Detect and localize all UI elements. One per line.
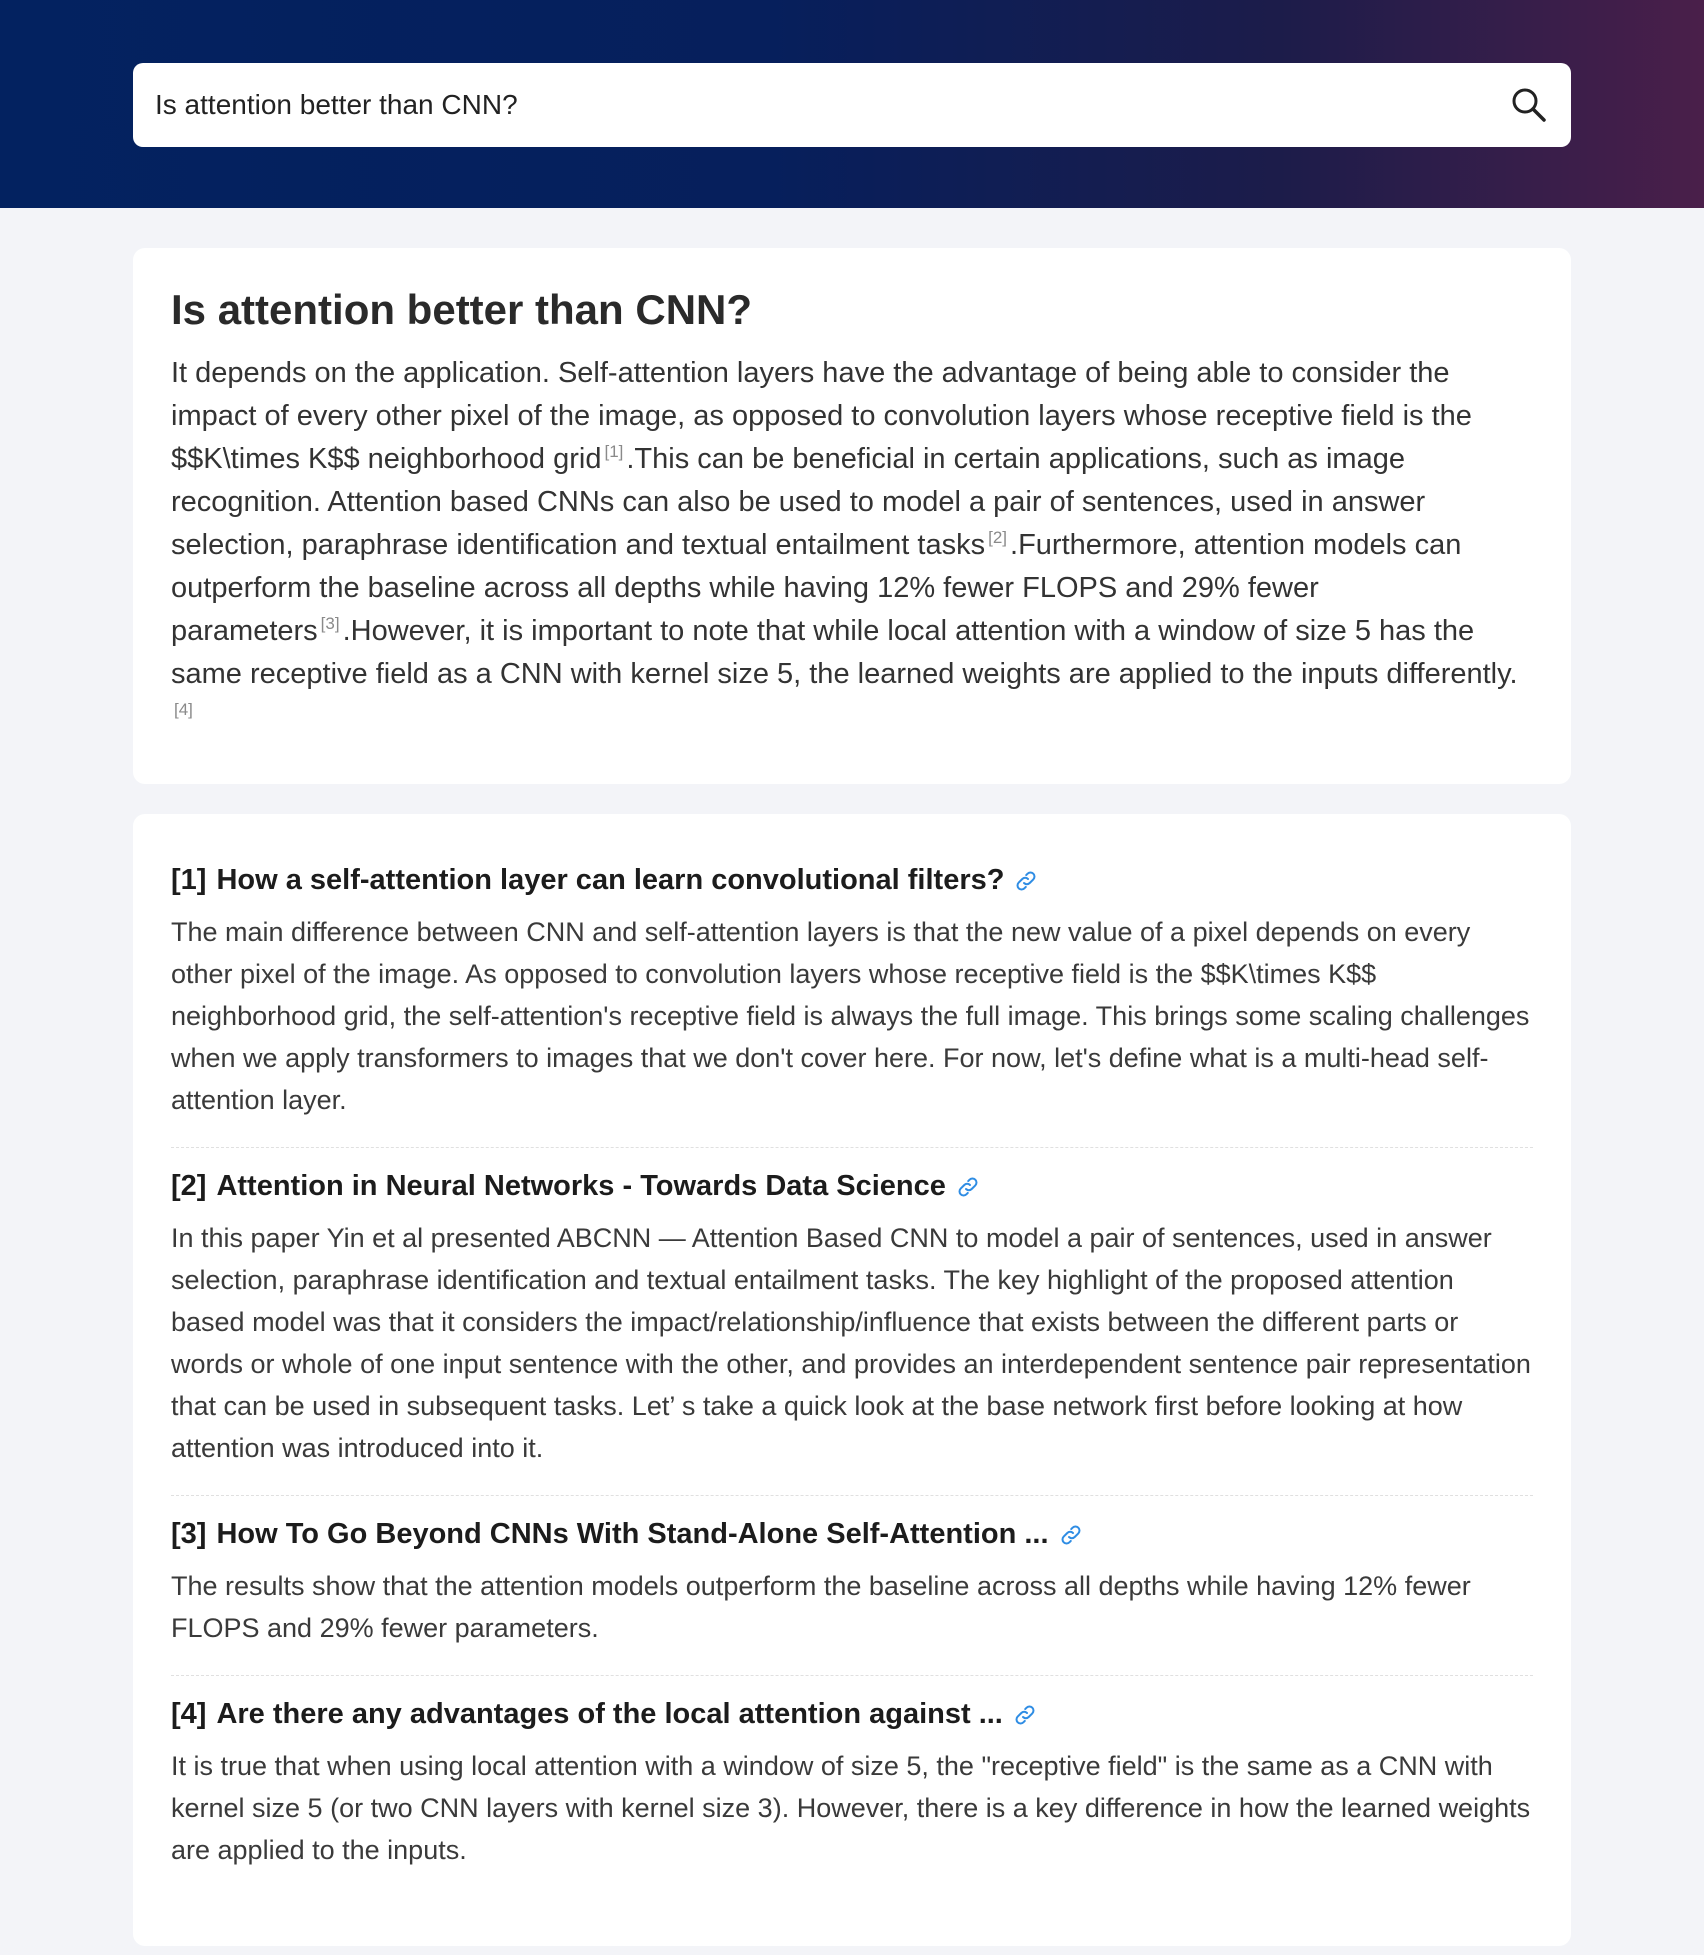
- link-icon[interactable]: [956, 1175, 980, 1199]
- answer-segment: .Furthermore, attention models can outperform the baseline across all depths while having 12% fewer FLOPS and 29% fewer parameters: [171, 529, 1462, 647]
- source-snippet: It is true that when using local attention with a window of size 5, the "receptive field" is the same as a CNN with kernel size 5 (or two CNN layers with kernel size 3). However, there is a key difference in how the learned weights are applied to the inputs.: [171, 1751, 1531, 1865]
- source-title-text: Are there any advantages of the local attention against ...: [216, 1698, 1003, 1730]
- link-icon[interactable]: [1059, 1523, 1083, 1547]
- source-number: [1]: [171, 864, 207, 896]
- search-icon[interactable]: [1509, 85, 1549, 125]
- source-title-text: How a self-attention layer can learn convolutional filters?: [216, 864, 1005, 896]
- answer-card: [133, 248, 1571, 784]
- answer-title: Is attention better than CNN?: [171, 286, 753, 333]
- search-input[interactable]: [155, 89, 1509, 121]
- source-number: [2]: [171, 1170, 207, 1202]
- source-snippet: In this paper Yin et al presented ABCNN — Attention Based CNN to model a pair of sentences, used in answer selection, paraphrase identification and textual entailment tasks. The key highlight of the proposed attention based model was that it considers the impact/relationship/influence that exists between the different parts or words or whole of one input sentence with the other, and provides an interdependent sentence pair representation that can be used in subsequent tasks. Let’ s take a quick look at the base network first before looking at how attention was introduced into it.: [171, 1223, 1531, 1463]
- source-item: [171, 1148, 1533, 1496]
- answer-segment: It depends on the application. Self-attention layers have the advantage of being able to consider the impact of every other pixel of the image, as opposed to convolution layers whose receptive field is the $$K\times K$$ neighborhood grid: [171, 357, 1472, 475]
- source-number: [4]: [171, 1698, 207, 1730]
- source-number: [3]: [171, 1518, 207, 1550]
- link-icon[interactable]: [1013, 1703, 1037, 1727]
- source-item: [171, 1676, 1533, 1897]
- source-title: [171, 1698, 1533, 1731]
- source-title: [171, 1170, 1533, 1203]
- link-icon[interactable]: [1014, 869, 1038, 893]
- source-item: [171, 844, 1533, 1148]
- source-snippet: The results show that the attention models outperform the baseline across all depths while having 12% fewer FLOPS and 29% fewer parameters.: [171, 1571, 1471, 1643]
- source-title: [171, 1518, 1533, 1551]
- answer-segment: .This can be beneficial in certain applications, such as image recognition. Attention based CNNs can also be used to model a pair of sentences, used in answer selection, paraphrase identification and textual entailment tasks: [171, 443, 1426, 561]
- search-box[interactable]: [133, 63, 1571, 147]
- source-title-text: Attention in Neural Networks - Towards Data Science: [216, 1170, 946, 1202]
- sources-card: [133, 814, 1571, 1946]
- header-banner: [0, 0, 1704, 208]
- citation-marker[interactable]: [1]: [604, 442, 624, 462]
- source-title-text: How To Go Beyond CNNs With Stand-Alone Self-Attention ...: [216, 1518, 1049, 1550]
- answer-segment: .However, it is important to note that while local attention with a window of size 5 has the same receptive field as a CNN with kernel size 5, the learned weights are applied to the inputs differently.: [171, 615, 1518, 690]
- source-item: [171, 1496, 1533, 1676]
- source-snippet: The main difference between CNN and self-attention layers is that the new value of a pixel depends on every other pixel of the image. As opposed to convolution layers whose receptive field is the $$K\times K$$ neighborhood grid, the self-attention's receptive field is always the full image. This brings some scaling challenges when we apply transformers to images that we don't cover here. For now, let's define what is a multi-head self-attention layer.: [171, 917, 1530, 1115]
- citation-marker[interactable]: [3]: [320, 614, 340, 634]
- citation-marker[interactable]: [4]: [174, 700, 193, 720]
- answer-text: [171, 352, 1533, 739]
- source-title: [171, 864, 1533, 897]
- citation-marker[interactable]: [2]: [988, 528, 1008, 548]
